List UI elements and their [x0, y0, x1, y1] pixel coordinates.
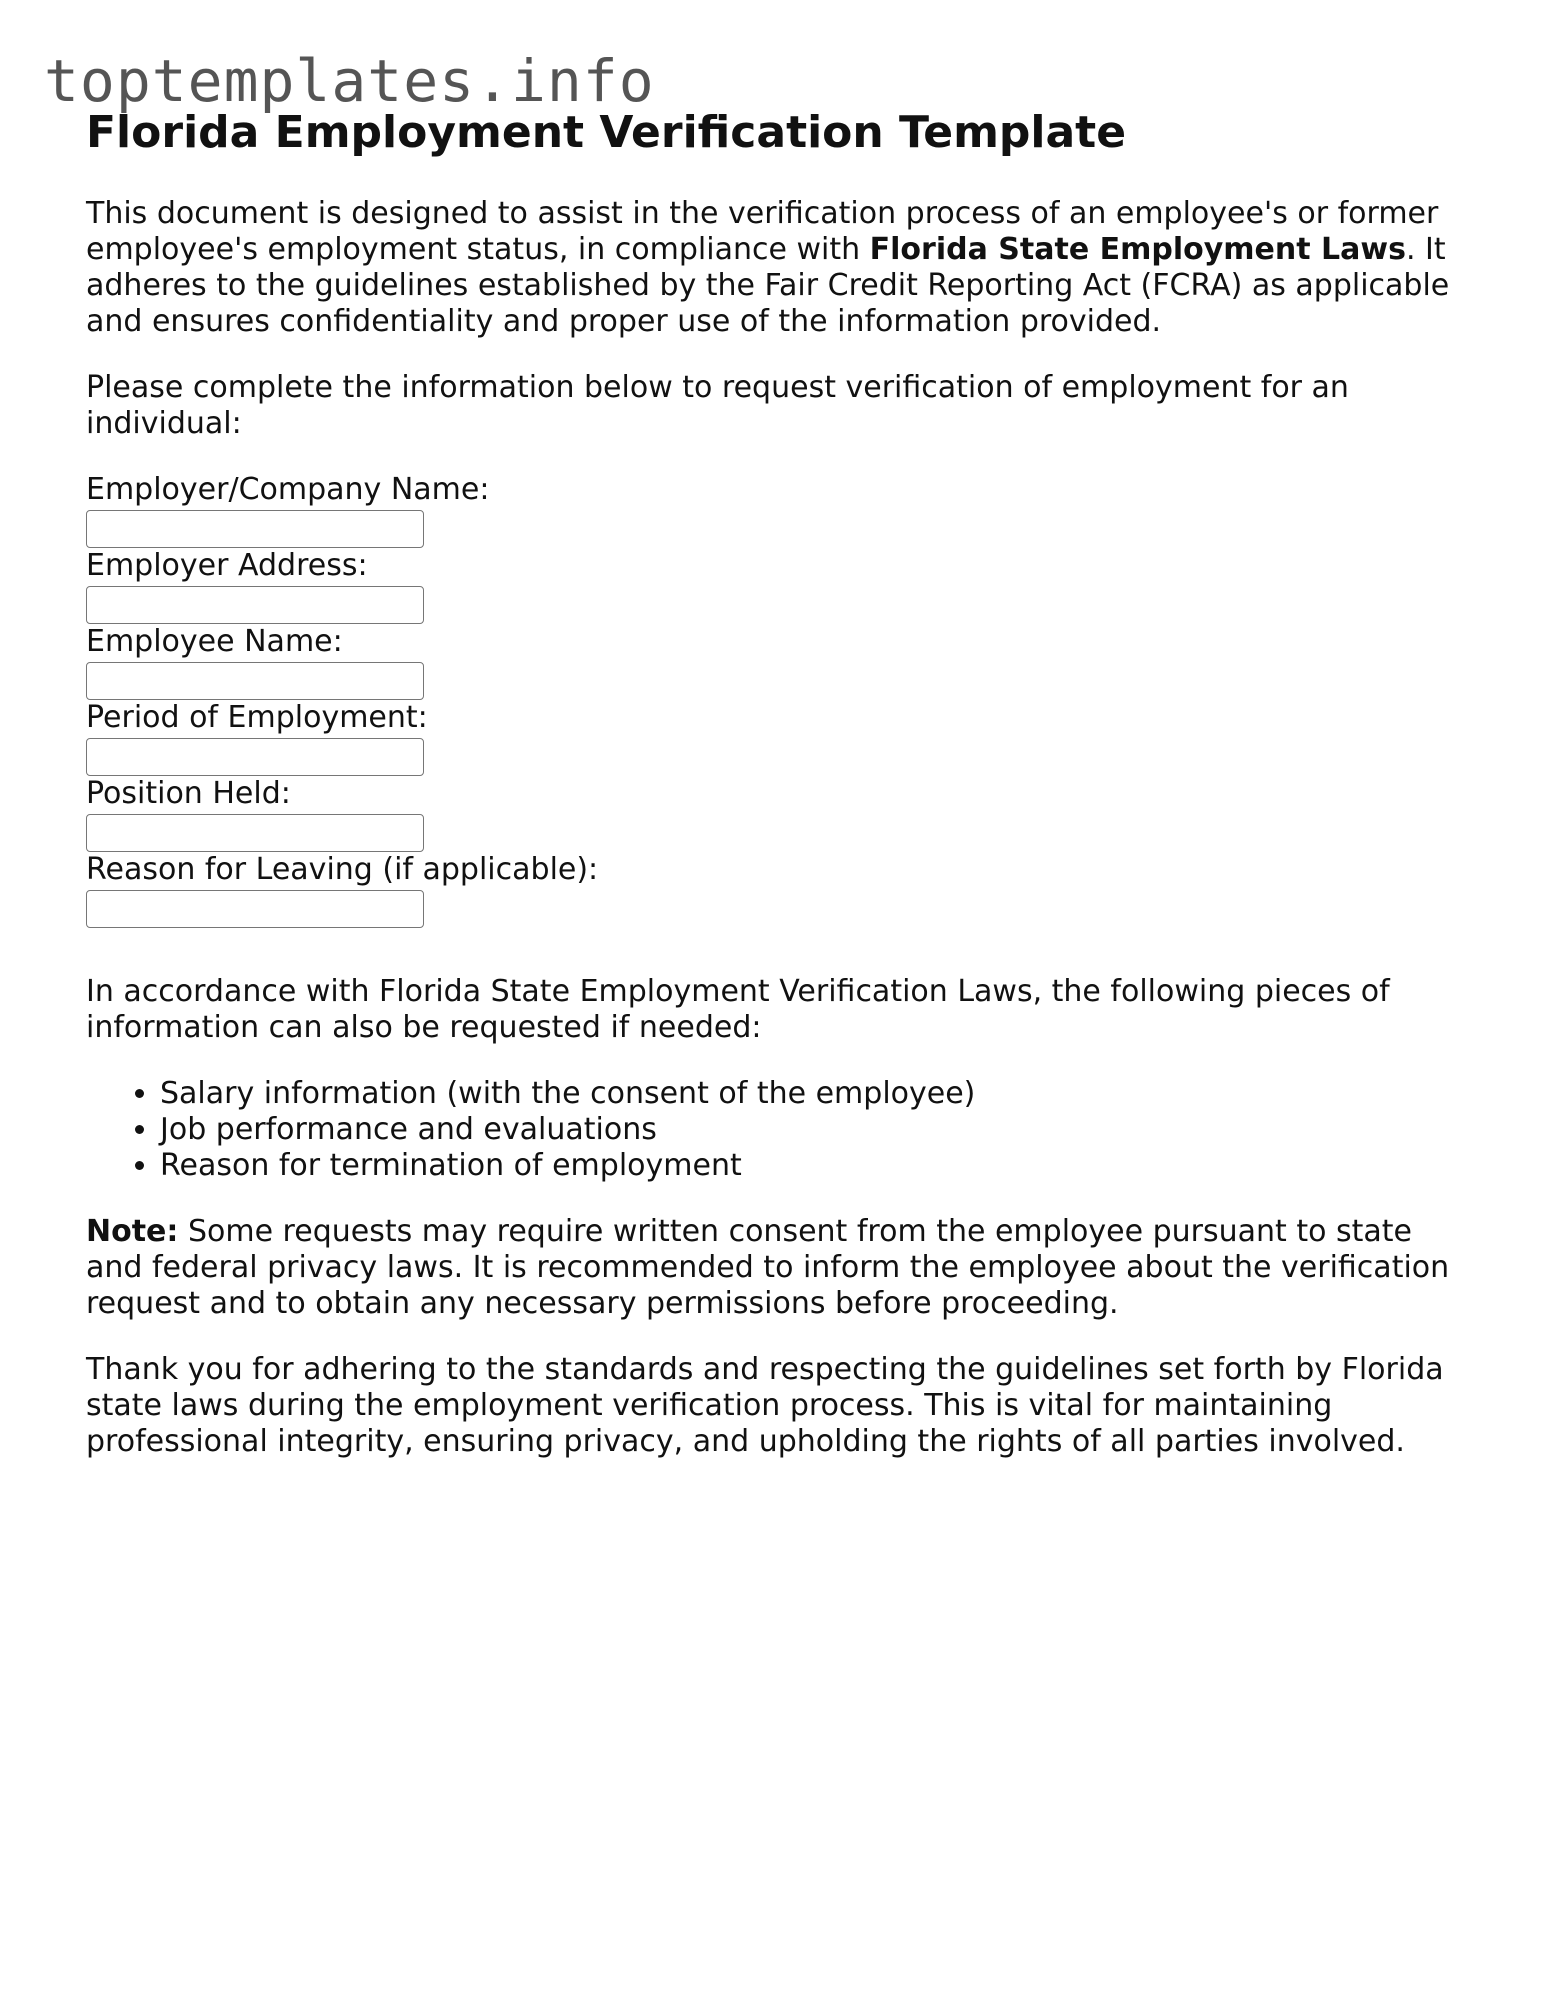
watermark: toptemplates.info	[44, 47, 655, 115]
note-label: Note:	[86, 1214, 179, 1249]
employment-period-input[interactable]	[86, 738, 424, 776]
intro-bold-laws: Florida State Employment Laws	[869, 232, 1406, 267]
document-body	[86, 104, 1476, 1460]
accordance-paragraph: In accordance with Florida State Employment Verification Laws, the following pieces of information can also be requested if needed:	[86, 974, 1390, 1045]
verification-form	[86, 472, 1476, 928]
list-item: • Salary information (with the consent of the employee)	[160, 1076, 1476, 1112]
intro-text-after: . It adheres to the guidelines established by the Fair Credit Reporting Act (FCRA) as applicable and ensures confidentiality and proper use of the information provided.	[86, 232, 1450, 339]
position-held-label: Position Held:	[86, 776, 291, 811]
list-item: • Job performance and evaluations	[160, 1112, 1476, 1148]
page-title: Florida Employment Verification Template	[86, 107, 1127, 158]
employer-name-input[interactable]	[86, 510, 424, 548]
reason-for-leaving-input[interactable]	[86, 890, 424, 928]
employment-period-label: Period of Employment:	[86, 700, 428, 735]
requestable-info-list	[86, 1076, 1476, 1184]
reason-for-leaving-label: Reason for Leaving (if applicable):	[86, 852, 599, 887]
note-paragraph	[86, 1214, 1476, 1322]
list-item: • Reason for termination of employment	[160, 1148, 1476, 1184]
thanks-paragraph: Thank you for adhering to the standards and respecting the guidelines set forth by Florida state laws during the employment verification process. This is vital for maintaining professional integrity, ensuring privacy, and upholding the rights of all parties involved.	[86, 1352, 1444, 1459]
request-paragraph: Please complete the information below to request verification of employment for an individual:	[86, 370, 1349, 441]
note-text: Some requests may require written consent from the employee pursuant to state and federal privacy laws. It is recommended to inform the employee about the verification request and to obtain any necessary permissions before proceeding.	[86, 1214, 1450, 1321]
intro-paragraph	[86, 196, 1476, 340]
position-held-input[interactable]	[86, 814, 424, 852]
employee-name-input[interactable]	[86, 662, 424, 700]
employee-name-label: Employee Name:	[86, 624, 343, 659]
employer-address-label: Employer Address:	[86, 548, 368, 583]
employer-name-label: Employer/Company Name:	[86, 472, 490, 507]
intro-text-before: This document is designed to assist in the verification process of an employee's or former employee's employment status, in compliance with	[86, 196, 1439, 267]
employer-address-input[interactable]	[86, 586, 424, 624]
